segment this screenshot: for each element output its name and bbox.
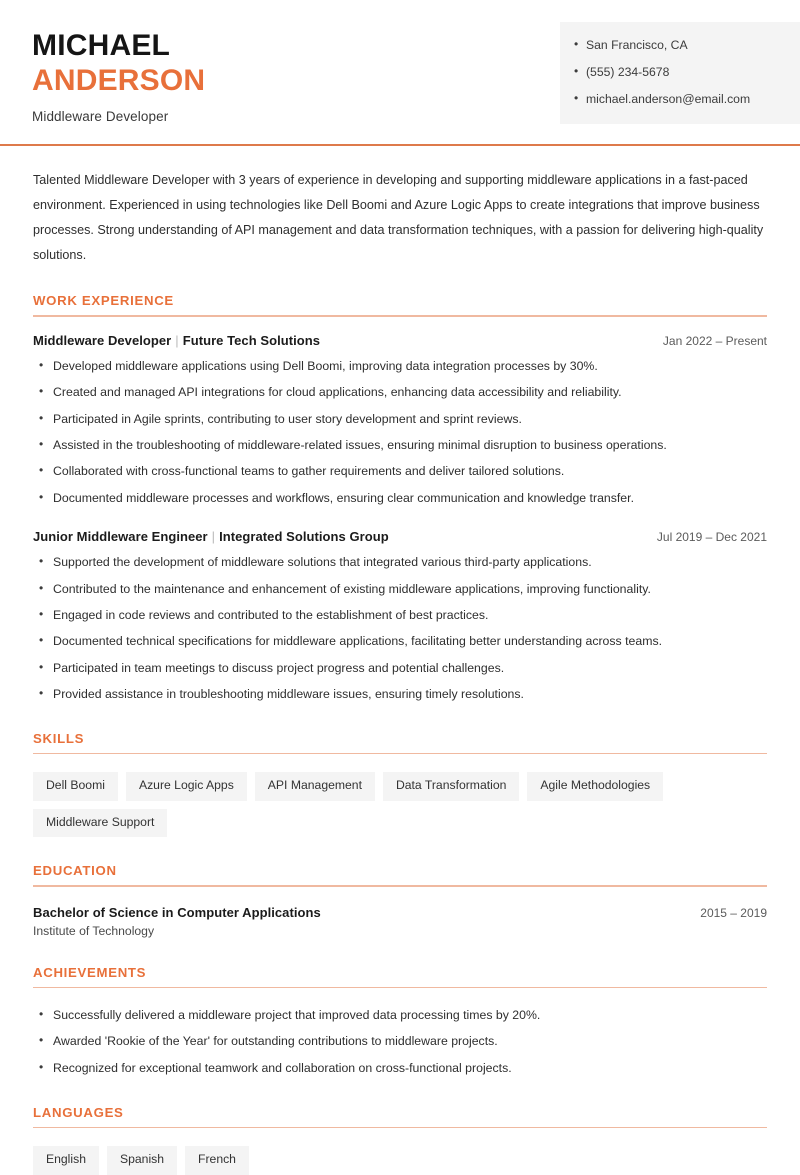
bullet-item: • Created and managed API integrations for cloud applications, enhancing data accessibility and reliability. xyxy=(33,384,767,402)
bullet-item: • Engaged in code reviews and contributed to the establishment of best practices. xyxy=(33,607,767,625)
bullet-item: • Awarded 'Rookie of the Year' for outstanding contributions to middleware projects. xyxy=(33,1033,767,1051)
work-entry xyxy=(33,333,767,507)
resume-body xyxy=(0,168,800,1174)
work-entry-bullets xyxy=(33,554,767,703)
section-title-work-experience: WORK EXPERIENCE xyxy=(33,293,174,309)
language-chip: Spanish xyxy=(107,1146,177,1174)
work-entry-date: Jul 2019 – Dec 2021 xyxy=(656,530,767,545)
education-entry xyxy=(33,905,767,938)
title-separator: | xyxy=(211,529,216,545)
education-entry-header xyxy=(33,905,767,920)
section-divider xyxy=(33,885,767,887)
work-entry-bullets xyxy=(33,358,767,507)
section-title-education: EDUCATION xyxy=(33,863,117,879)
work-role: Junior Middleware Engineer xyxy=(33,529,208,545)
section-divider xyxy=(33,753,767,755)
bullet-item: • Recognized for exceptional teamwork and collaboration on cross-functional projects. xyxy=(33,1060,767,1078)
education-institution: Institute of Technology xyxy=(33,923,155,938)
bullet-item: • Collaborated with cross-functional teams to gather requirements and deliver tailored solutions. xyxy=(33,463,767,481)
education-date: 2015 – 2019 xyxy=(700,905,767,920)
work-entry xyxy=(33,529,767,703)
bullet-item: • Participated in Agile sprints, contributing to user story development and sprint reviews. xyxy=(33,411,767,429)
bullet-item: • Developed middleware applications using Dell Boomi, improving data integration processes by 30%. xyxy=(33,358,767,376)
header-divider xyxy=(0,144,800,146)
bullet-item: • Supported the development of middleware solutions that integrated various third-party applications. xyxy=(33,554,767,572)
skill-chip: Dell Boomi xyxy=(33,772,118,800)
achievements-bullets xyxy=(33,1007,767,1077)
work-company: Future Tech Solutions xyxy=(182,332,321,348)
education-degree: Bachelor of Science in Computer Applications xyxy=(33,904,321,920)
resume-header xyxy=(0,0,800,124)
languages-chip-list xyxy=(33,1146,767,1174)
section-divider xyxy=(33,987,767,989)
work-role: Middleware Developer xyxy=(33,332,172,348)
work-entry-title xyxy=(33,529,389,544)
section-title-languages: LANGUAGES xyxy=(33,1104,124,1120)
contact-email[interactable]: • michael.anderson@email.com xyxy=(586,92,788,108)
skill-chip: Agile Methodologies xyxy=(527,772,663,800)
work-entry-header xyxy=(33,333,767,348)
skills-chip-list xyxy=(33,772,767,837)
skill-chip: Middleware Support xyxy=(33,809,167,837)
language-chip: French xyxy=(185,1146,249,1174)
headline-job-title: Middleware Developer xyxy=(32,109,169,125)
section-achievements xyxy=(33,965,767,1078)
section-divider xyxy=(33,1127,767,1129)
bullet-item: • Successfully delivered a middleware project that improved data processing times by 20%. xyxy=(33,1007,767,1025)
contact-info-box xyxy=(560,22,800,124)
title-separator: | xyxy=(175,332,179,348)
identity-block xyxy=(0,22,205,124)
contact-list xyxy=(560,38,800,108)
skill-chip: Azure Logic Apps xyxy=(126,772,247,800)
section-work-experience xyxy=(33,293,767,703)
section-education xyxy=(33,863,767,938)
bullet-item: • Participated in team meetings to discuss project progress and potential challenges. xyxy=(33,660,767,678)
last-name: ANDERSON xyxy=(32,64,206,98)
bullet-item: • Documented technical specifications for middleware applications, facilitating better understanding across teams. xyxy=(33,633,767,651)
work-entry-date: Jan 2022 – Present xyxy=(662,333,767,348)
work-entry-title xyxy=(33,333,320,348)
bullet-item: • Documented middleware processes and workflows, ensuring clear communication and knowledge transfer. xyxy=(33,490,767,508)
contact-phone[interactable]: • (555) 234-5678 xyxy=(586,65,788,81)
section-skills xyxy=(33,731,767,837)
language-chip: English xyxy=(33,1146,99,1174)
professional-summary: Talented Middleware Developer with 3 years of experience in developing and supporting middleware applications in a fast-paced environment. Experienced in using technologies like Dell Boomi and Azure Logic Apps to create integrations that improve business processes. Strong understanding of API management and data transformation techniques, with a passion for delivering high-quality solutions. xyxy=(33,173,764,262)
work-entry-header xyxy=(33,529,767,544)
bullet-item: • Provided assistance in troubleshooting middleware issues, ensuring timely resolutions. xyxy=(33,686,767,704)
section-title-achievements: ACHIEVEMENTS xyxy=(33,964,147,980)
section-title-skills: SKILLS xyxy=(33,730,85,746)
section-divider xyxy=(33,315,767,317)
section-languages xyxy=(33,1105,767,1175)
bullet-item: • Assisted in the troubleshooting of middleware-related issues, ensuring minimal disruption to business operations. xyxy=(33,437,767,455)
first-name: MICHAEL xyxy=(32,29,171,62)
contact-location: • San Francisco, CA xyxy=(586,38,788,54)
skill-chip: Data Transformation xyxy=(383,772,519,800)
work-company: Integrated Solutions Group xyxy=(219,529,389,545)
skill-chip: API Management xyxy=(255,772,375,800)
bullet-item: • Contributed to the maintenance and enhancement of existing middleware applications, improving functionality. xyxy=(33,581,767,599)
